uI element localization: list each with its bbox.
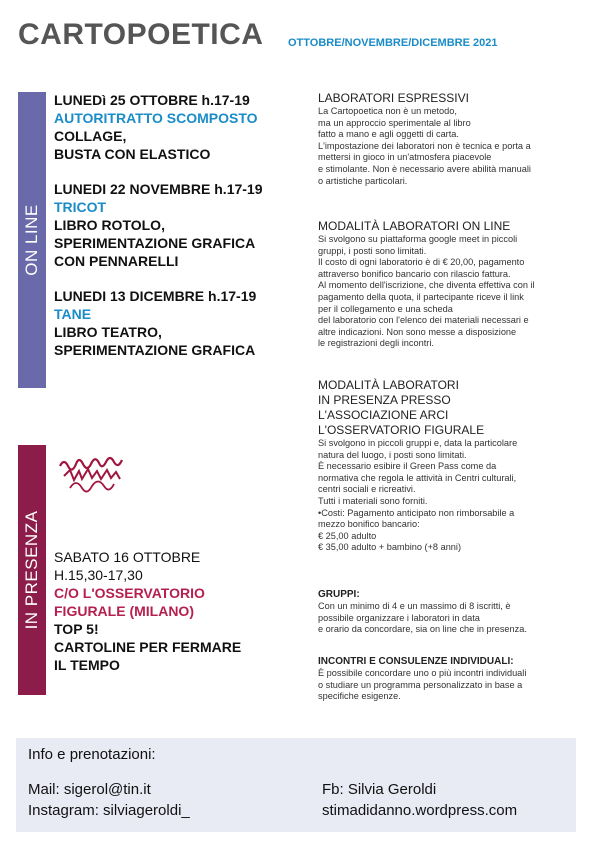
footer-mail[interactable]: Mail: sigerol@tin.it — [28, 781, 151, 798]
section-heading: MODALITÀ LABORATORI — [318, 378, 459, 392]
section-text: natura del luogo, i posti sono limitati. — [318, 449, 467, 460]
section-heading: L'ASSOCIAZIONE ARCI — [318, 408, 449, 422]
event-top: TOP 5! — [54, 621, 99, 637]
section-text: L'impostazione dei laboratori non è tecnica e porta a — [318, 140, 531, 151]
event-line: CON PENNARELLI — [54, 253, 179, 269]
section-text: normativa che regola le attività in Centri culturali, — [318, 472, 517, 483]
section-text: Il costo di ogni laboratorio è di € 20,00, pagamento — [318, 257, 525, 268]
section-text: o artistiche particolari. — [318, 175, 408, 186]
section-heading: L'OSSERVATORIO FIGURALE — [318, 423, 485, 437]
osservatorio-logo — [56, 452, 140, 496]
section-text: fatto a mano e agli oggetti di carta. — [318, 129, 459, 140]
section-text: Si svolgono su piattaforma google meet in piccoli — [318, 234, 518, 244]
section-online — [318, 219, 580, 350]
event-date: LUNEDI 22 NOVEMBRE h.17-19 — [54, 181, 263, 197]
footer-facebook[interactable]: Fb: Silvia Geroldi — [322, 781, 437, 798]
section-heading: GRUPPI: — [318, 589, 360, 600]
section-text: Al momento dell'iscrizione, che diventa effettiva con il — [318, 280, 535, 291]
event-title: TRICOT — [54, 199, 107, 215]
event-line: SPERIMENTAZIONE GRAFICA — [54, 235, 256, 251]
presenza-event — [54, 548, 304, 674]
event-line: COLLAGE, — [54, 128, 127, 144]
section-text: altre indicazioni. Non sono messe a disposizione — [318, 326, 517, 337]
event-title: TANE — [54, 306, 92, 322]
event-place: FIGURALE (MILANO) — [54, 603, 194, 619]
section-text: € 35,00 adulto + bambino (+8 anni) — [318, 542, 462, 553]
section-text: gruppi, i posti sono limitati. — [318, 245, 427, 256]
section-incontri — [318, 655, 580, 703]
section-text: possibile organizzare i laboratori in data — [318, 612, 480, 623]
presenza-side-bar — [18, 445, 46, 695]
online-event-1 — [54, 91, 304, 163]
section-heading: LABORATORI ESPRESSIVI — [318, 91, 469, 105]
footer-instagram[interactable]: Instagram: silviageroldi_ — [28, 802, 190, 819]
osservatorio-logo-mark — [56, 452, 140, 496]
section-text: È necessario esibire il Green Pass come da — [318, 461, 497, 472]
event-title: AUTORITRATTO SCOMPOSTO — [54, 110, 258, 126]
section-text: pagamento della quota, il partecipante riceve il link — [318, 291, 524, 302]
event-time: H.15,30-17,30 — [54, 567, 143, 583]
presenza-side-label: IN PRESENZA — [22, 510, 41, 630]
online-side-label: ON LINE — [22, 204, 41, 276]
event-place: C/O L'OSSERVATORIO — [54, 585, 205, 601]
event-line: LIBRO ROTOLO, — [54, 217, 165, 233]
section-presenza — [318, 378, 580, 554]
section-text: le registrazioni degli incontri. — [318, 338, 434, 349]
footer-label: Info e prenotazioni: — [28, 746, 156, 763]
section-text: specifiche esigenze. — [318, 691, 401, 702]
online-event-3 — [54, 287, 304, 359]
footer-website[interactable]: stimadidanno.wordpress.com — [322, 802, 518, 819]
section-text: Tutti i materiali sono forniti. — [318, 495, 428, 506]
section-text: per il collegamento e una scheda — [318, 303, 453, 314]
event-line: BUSTA CON ELASTICO — [54, 146, 211, 162]
info-footer — [16, 738, 576, 832]
section-text: e orario da concordare, sia on line che in presenza. — [318, 624, 527, 635]
section-text: e stimolante. Non è necessario avere abilità manuali — [318, 163, 531, 174]
event-date: LUNEDì 25 OTTOBRE h.17-19 — [54, 92, 250, 108]
event-line: IL TEMPO — [54, 657, 120, 673]
section-text: mezzo bonifico bancario: — [318, 519, 420, 530]
event-line: SPERIMENTAZIONE GRAFICA — [54, 342, 256, 358]
section-heading: IN PRESENZA PRESSO — [318, 393, 451, 407]
event-line: LIBRO TEATRO, — [54, 324, 162, 340]
page-title: CARTOPOETICA — [18, 18, 264, 51]
online-side-bar — [18, 92, 46, 388]
section-text: È possibile concordare uno o più incontri individuali — [318, 668, 527, 678]
section-text: del laboratorio con l'elenco dei materiali necessari e — [318, 315, 529, 326]
section-text: •Costi: Pagamento anticipato non rimborsabile a — [318, 507, 515, 518]
section-text: ma un approccio sperimentale al libro — [318, 117, 471, 128]
section-text: € 25,00 adulto — [318, 530, 377, 541]
page-subtitle: OTTOBRE/NOVEMBRE/DICEMBRE 2021 — [288, 37, 498, 49]
online-event-2 — [54, 180, 304, 270]
section-text: centri sociali e ricreativi. — [318, 484, 416, 495]
event-line: CARTOLINE PER FERMARE — [54, 639, 242, 655]
section-text: Con un minimo di 4 e un massimo di 8 iscritti, è — [318, 601, 511, 611]
section-text: mettersi in gioco in un'atmosfera piacevole — [318, 152, 492, 163]
section-espressivi — [318, 91, 580, 187]
section-heading: INCONTRI E CONSULENZE INDIVIDUALI: — [318, 656, 514, 667]
section-text: o studiare un programma personalizzato in base a — [318, 679, 523, 690]
section-text: Si svolgono in piccoli gruppi e, data la particolare — [318, 438, 518, 448]
event-date: SABATO 16 OTTOBRE — [54, 549, 201, 565]
section-gruppi — [318, 588, 580, 636]
section-text: La Cartopoetica non è un metodo, — [318, 106, 457, 116]
section-text: attraverso bonifico bancario con rilascio fattura. — [318, 268, 511, 279]
event-date: LUNEDI 13 DICEMBRE h.17-19 — [54, 288, 257, 304]
section-heading: MODALITÀ LABORATORI ON LINE — [318, 219, 511, 233]
